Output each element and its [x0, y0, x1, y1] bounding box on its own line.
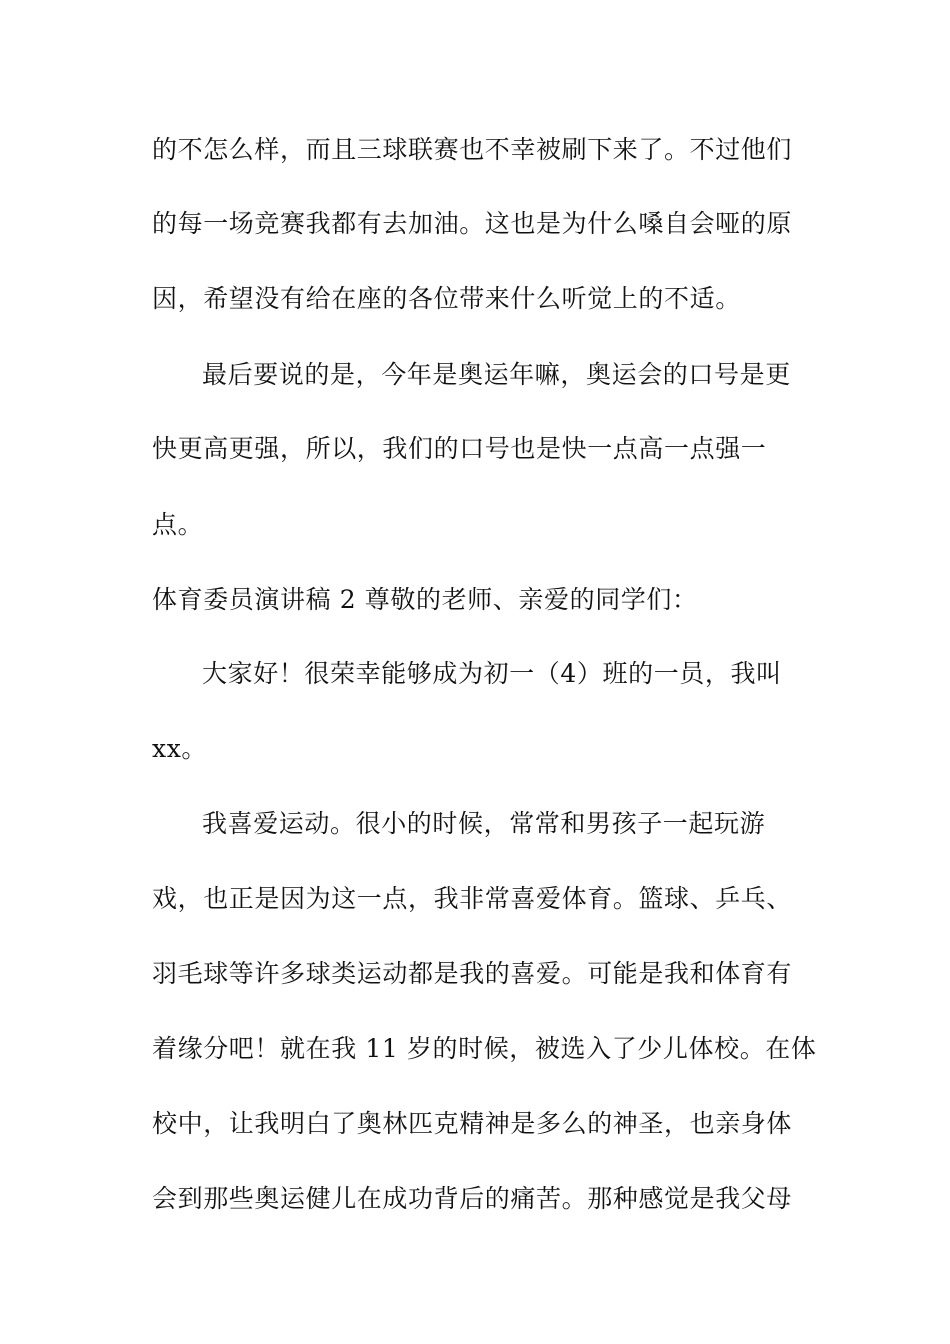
text-line-5: 快更高更强，所以，我们的口号也是快一点高一点强一: [152, 434, 767, 463]
text-line-3: 因，希望没有给在座的各位带来什么听觉上的不适。: [152, 284, 741, 313]
text-line-15: 会到那些奥运健儿在成功背后的痛苦。那种感觉是我父母: [152, 1184, 793, 1213]
text-line-13: 着缘分吧！就在我 11 岁的时候，被选入了少儿体校。在体: [152, 1034, 817, 1063]
paragraph-start-line: 最后要说的是，今年是奥运年嘛，奥运会的口号是更: [202, 360, 791, 389]
text-line-6: 点。: [152, 510, 204, 539]
text-line-14: 校中，让我明白了奥林匹克精神是多么的神圣，也亲身体: [152, 1109, 793, 1138]
text-line-2: 的每一场竞赛我都有去加油。这也是为什么嗓自会哑的原: [152, 209, 793, 238]
text-line-1: 的不怎么样，而且三球联赛也不幸被刷下来了。不过他们: [152, 135, 793, 164]
paragraph-start-line: 大家好！很荣幸能够成为初一（4）班的一员，我叫: [202, 659, 782, 688]
paragraph-start-line: 我喜爱运动。很小的时候，常常和男孩子一起玩游: [202, 809, 766, 838]
text-line-11: 戏，也正是因为这一点，我非常喜爱体育。篮球、乒乓、: [152, 884, 793, 913]
section-heading: 体育委员演讲稿 2 尊敬的老师、亲爱的同学们：: [152, 585, 698, 614]
text-line-12: 羽毛球等许多球类运动都是我的喜爱。可能是我和体育有: [152, 959, 793, 988]
text-line-9: xx。: [152, 734, 207, 763]
